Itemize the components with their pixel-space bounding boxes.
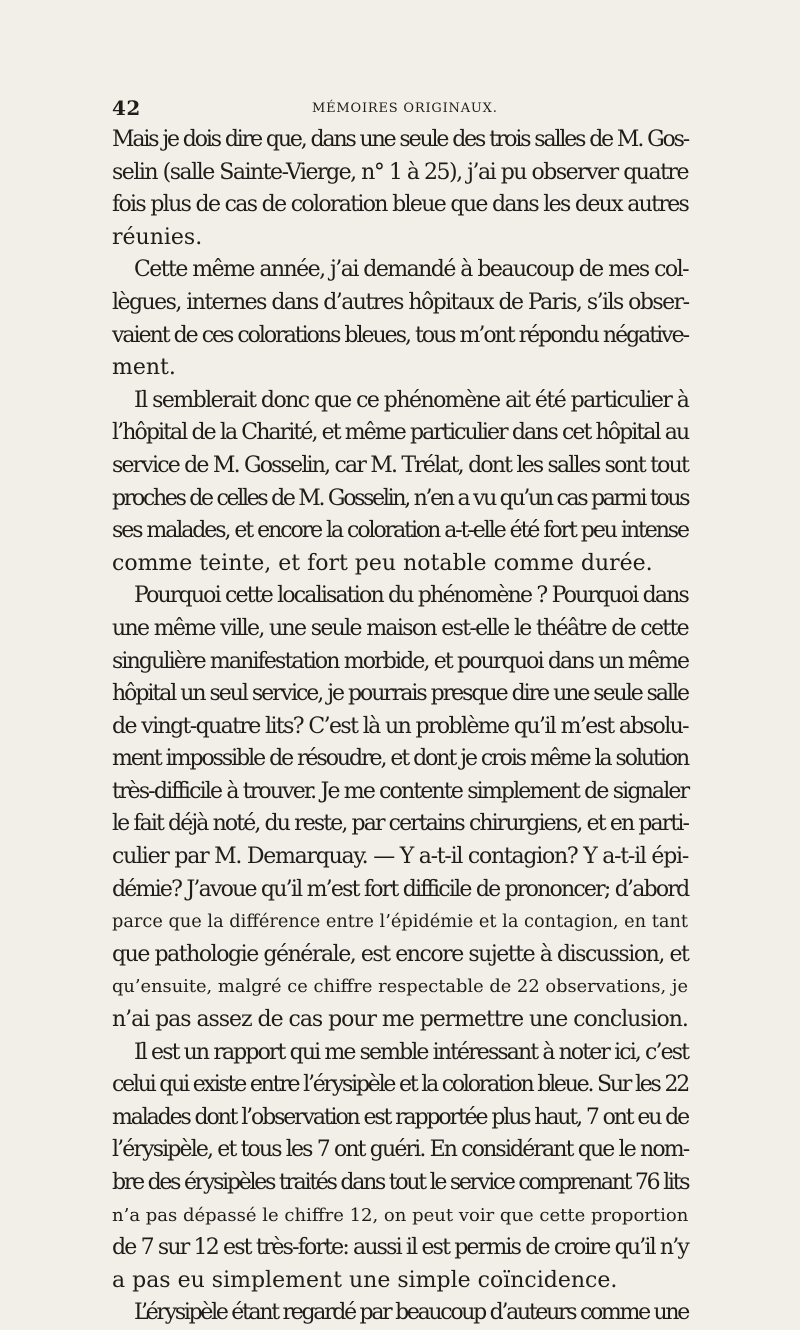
text-line: selin (salle Sainte-Vierge, n° 1 à 25), j’ai pu observer quatre [112, 159, 688, 185]
text-line: n’ai pas assez de cas pour me permettre une conclusion. [112, 1007, 688, 1033]
text-line: n’a pas dépassé le chiffre 12, on peut voir que cette proportion [112, 1204, 689, 1226]
text-line: comme teinte, et fort peu notable comme durée. [112, 550, 653, 576]
text-line: L’érysipèle étant regardé par beaucoup d’auteurs comme une [134, 1300, 688, 1326]
text-line: vaient de ces colorations bleues, tous m’ont répondu négative- [112, 322, 689, 348]
text-line: de vingt-quatre lits? C’est là un problème qu’il m’est absolu- [112, 713, 688, 739]
text-line: de 7 sur 12 est très-forte: aussi il est permis de croire qu’il n’y [112, 1235, 689, 1261]
page-header [112, 96, 688, 126]
text-line: parce que la différence entre l’épidémie et la contagion, en tant [112, 912, 688, 933]
running-head: MÉMOIRES ORIGINAUX. [312, 101, 498, 116]
text-line: Il est un rapport qui me semble intéressant à noter ici, c’est [134, 1039, 689, 1065]
text-line: très-difficile à trouver. Je me contente simplement de signaler [112, 778, 689, 804]
text-line: fois plus de cas de coloration bleue que dans les deux autres [112, 192, 689, 218]
text-line: Il semblerait donc que ce phénomène ait été particulier à [134, 387, 689, 413]
text-line: proches de celles de M. Gosselin, n’en a vu qu’un cas parmi tous [112, 485, 689, 511]
text-line: le fait déjà noté, du reste, par certains chirurgiens, et en parti- [112, 811, 688, 837]
text-line: malades dont l’observation est rapportée plus haut, 7 ont eu de [112, 1104, 688, 1130]
page-body-text [112, 124, 688, 1330]
text-line: qu’ensuite, malgré ce chiffre respectable de 22 observations, je [112, 976, 688, 998]
text-line: ses malades, et encore la coloration a-t-elle été fort peu intense [112, 518, 688, 544]
text-line: service de M. Gosselin, car M. Trélat, dont les salles sont tout [112, 452, 688, 478]
text-line: l’hôpital de la Charité, et même particulier dans cet hôpital au [112, 420, 689, 446]
text-line: Pourquoi cette localisation du phénomène ? Pourquoi dans [134, 583, 688, 609]
text-line: a pas eu simplement une simple coïncidence. [112, 1267, 618, 1293]
text-line: celui qui existe entre l’érysipèle et la coloration bleue. Sur les 22 [112, 1072, 688, 1098]
text-line: lègues, internes dans d’autres hôpitaux de Paris, s’ils obser- [112, 289, 689, 315]
text-line: l’érysipèle, et tous les 7 ont guéri. En considérant que le nom- [112, 1137, 689, 1163]
text-line: ment impossible de résoudre, et dont je crois même la solution [112, 746, 689, 772]
text-line: ment. [112, 355, 176, 381]
text-line: que pathologie générale, est encore sujette à discussion, et [112, 941, 689, 967]
text-line: culier par M. Demarquay. — Y a-t-il contagion? Y a-t-il épi- [112, 844, 688, 870]
text-line: réunies. [112, 224, 203, 250]
page-number: 42 [112, 96, 141, 120]
text-line: Cette même année, j’ai demandé à beaucoup de mes col- [134, 257, 688, 283]
text-line: démie? J’avoue qu’il m’est fort difficile de prononcer; d’abord [112, 876, 689, 902]
text-line: hôpital un seul service, je pourrais presque dire une seule salle [112, 681, 688, 707]
text-line: singulière manifestation morbide, et pourquoi dans un même [112, 648, 689, 674]
text-line: Mais je dois dire que, dans une seule des trois salles de M. Gos- [112, 127, 689, 152]
text-line: une même ville, une seule maison est-elle le théâtre de cette [112, 615, 688, 641]
text-line: bre des érysipèles traités dans tout le service comprenant 76 lits [112, 1170, 689, 1195]
